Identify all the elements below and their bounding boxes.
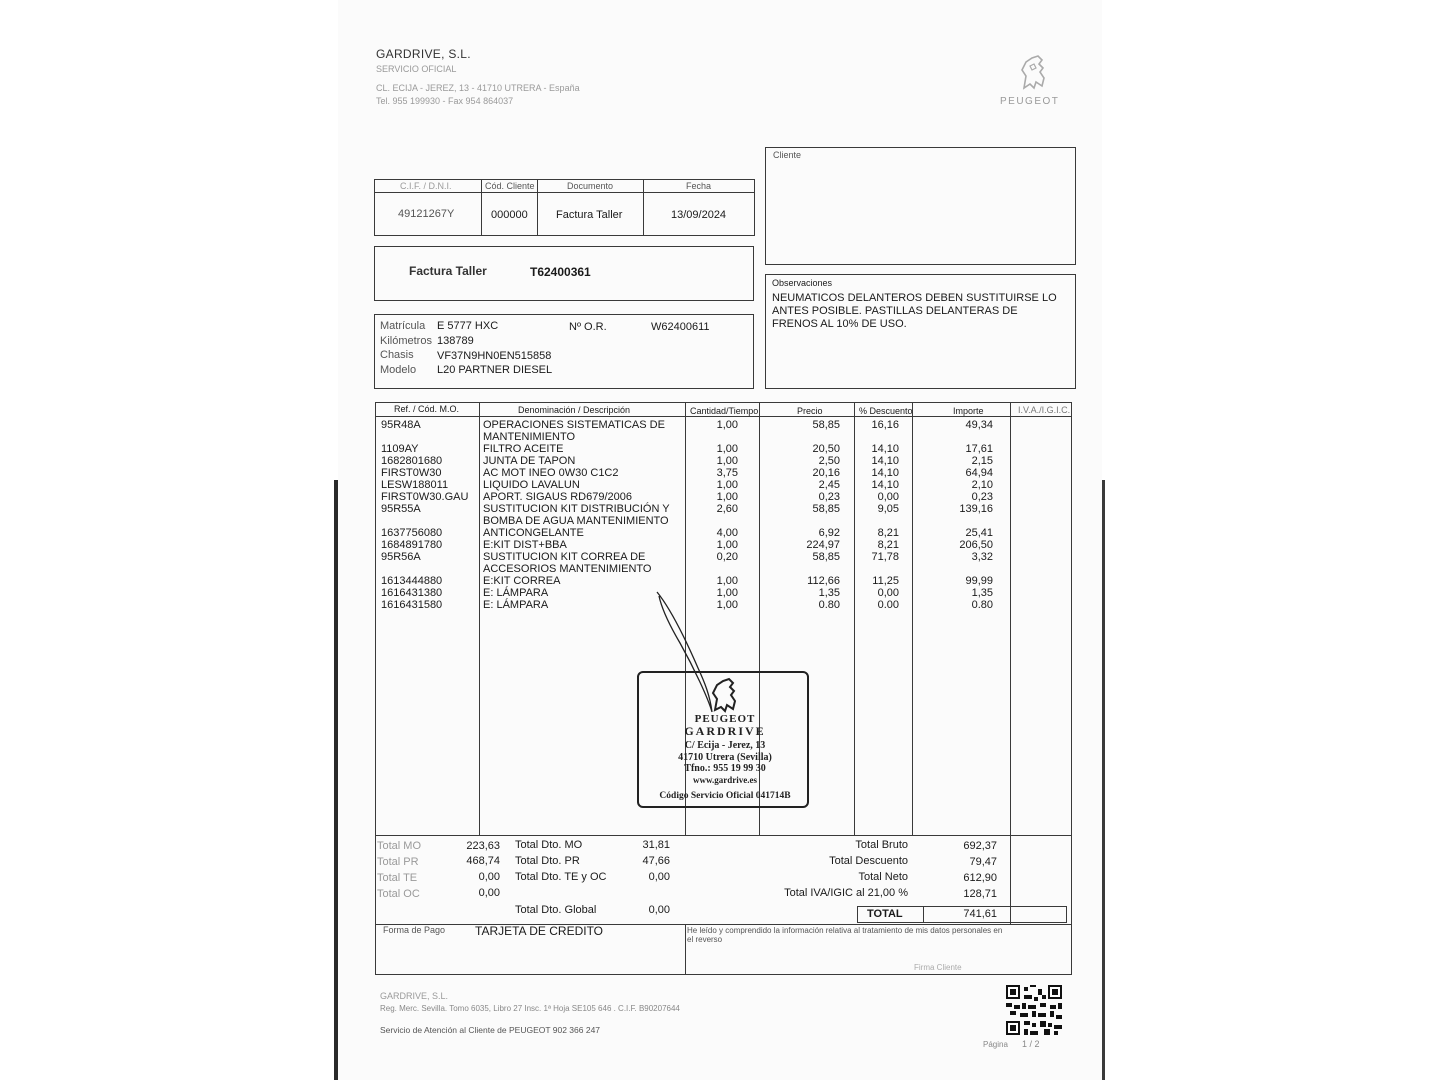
peugeot-logo-text: PEUGEOT	[1000, 96, 1060, 107]
client-label: Cliente	[773, 150, 802, 160]
total-dto-mo-label: Total Dto. MO	[515, 839, 583, 851]
company-address: CL. ECIJA - JEREZ, 13 - 41710 UTRERA - España	[376, 83, 580, 93]
model-label: Modelo	[380, 364, 417, 376]
row-ref: 1616431580	[381, 599, 443, 611]
invoice-number: T62400361	[530, 265, 591, 279]
row-desc: OPERACIONES SISTEMATICAS DE	[483, 419, 665, 431]
footer-registry: Reg. Merc. Sevilla. Tomo 6035, Libro 27 Insc. 1ª Hoja SE105 646 . C.I.F. B90207644	[380, 1004, 680, 1013]
cif-label: C.I.F. / D.N.I.	[400, 181, 452, 191]
row-qty: 0,20	[716, 551, 738, 563]
table-row	[376, 575, 1076, 587]
row-ref: FIRST0W30	[381, 467, 442, 479]
row-amount: 25,41	[965, 527, 993, 539]
row-amount: 0.80	[971, 599, 993, 611]
scan-edge-right	[1102, 480, 1105, 1080]
row-price: 0.80	[818, 599, 840, 611]
total-dto-global-label: Total Dto. Global	[515, 904, 597, 916]
row-desc: MANTENIMIENTO	[483, 431, 576, 443]
col-price-header: Precio	[797, 406, 823, 416]
footer-company-name: GARDRIVE, S.L.	[380, 991, 449, 1001]
payment-method-label: Forma de Pago	[383, 925, 446, 935]
row-amount: 0,23	[971, 491, 993, 503]
row-qty: 1,00	[716, 587, 738, 599]
row-price: 58,85	[812, 419, 840, 431]
row-discount: 11,25	[872, 575, 899, 587]
col-qty-header: Cantidad/Tiempo	[690, 406, 759, 416]
cod-cliente-label: Cód. Cliente	[485, 181, 535, 191]
row-qty: 1,00	[716, 443, 738, 455]
total-iva-label: Total IVA/IGIC al 21,00 %	[784, 887, 908, 899]
row-price: 58,85	[812, 551, 840, 563]
payment-method-value: TARJETA DE CREDITO	[475, 924, 604, 938]
total-neto-value: 612,90	[963, 872, 997, 884]
row-discount: 71,78	[871, 551, 899, 563]
table-row	[376, 491, 1076, 503]
stamp-phone: Tfno.: 955 19 99 30	[684, 763, 766, 774]
total-te-value: 0,00	[478, 871, 500, 883]
row-price: 6,92	[818, 527, 840, 539]
col-discount-header: % Descuento	[859, 406, 913, 416]
row-amount: 3,32	[971, 551, 993, 563]
row-ref: 1682801680	[381, 455, 443, 467]
row-discount: 0,00	[877, 491, 899, 503]
invoice-type-label: Factura Taller	[409, 264, 487, 278]
row-discount: 14,10	[871, 479, 899, 491]
total-pr-value: 468,74	[466, 855, 500, 867]
row-desc: APORT. SIGAUS RD679/2006	[483, 491, 632, 503]
row-desc: E:KIT DIST+BBA	[483, 539, 567, 551]
table-row	[376, 527, 1076, 539]
total-oc-label: Total OC	[377, 888, 420, 900]
row-price: 2,50	[818, 455, 840, 467]
stamp-website: www.gardrive.es	[693, 775, 757, 785]
row-price: 20,50	[812, 443, 840, 455]
row-qty: 1,00	[716, 575, 738, 587]
row-desc: SUSTITUCION KIT DISTRIBUCIÓN Y	[483, 503, 670, 515]
stamp-city: 41710 Utrera (Sevilla)	[678, 752, 772, 763]
km-value: 138789	[437, 335, 474, 347]
km-label: Kilómetros	[380, 335, 432, 347]
table-row	[376, 539, 1076, 551]
stamp-lion-icon	[709, 677, 739, 713]
client-signature-label: Firma Cliente	[914, 963, 962, 972]
row-price: 0,23	[818, 491, 840, 503]
grand-total-label: TOTAL	[867, 908, 903, 920]
row-desc: BOMBA DE AGUA MANTENIMIENTO	[483, 515, 669, 527]
total-dto-global-value: 0,00	[648, 904, 670, 916]
row-qty: 4,00	[716, 527, 738, 539]
total-pr-label: Total PR	[377, 856, 419, 868]
stamp-brand: PEUGEOT	[694, 713, 756, 725]
total-descuento-value: 79,47	[969, 856, 997, 868]
row-desc: LIQUIDO LAVALUN	[483, 479, 580, 491]
total-dto-mo-value: 31,81	[642, 839, 670, 851]
row-qty: 3,75	[716, 467, 738, 479]
stamp-name: GARDRIVE	[684, 724, 766, 738]
cif-value: 49121267Y	[398, 208, 455, 220]
row-price: 112,66	[807, 575, 840, 587]
model-value: L20 PARTNER DIESEL	[437, 364, 553, 376]
row-price: 20,16	[812, 467, 840, 479]
row-ref: 1613444880	[381, 575, 443, 587]
row-discount: 16,16	[871, 419, 899, 431]
total-dto-pr-value: 47,66	[642, 855, 670, 867]
row-ref: LESW188011	[381, 479, 449, 491]
row-ref: FIRST0W30.GAU	[381, 491, 469, 503]
row-price: 1,35	[818, 587, 840, 599]
row-amount: 206,50	[959, 539, 993, 551]
total-iva-value: 128,71	[963, 888, 997, 900]
table-row	[376, 443, 1076, 455]
table-row	[376, 479, 1076, 491]
table-row	[376, 431, 1076, 443]
company-subtitle: SERVICIO OFICIAL	[376, 64, 457, 74]
row-qty: 2,60	[716, 503, 738, 515]
company-phone: Tel. 955 199930 - Fax 954 864037	[376, 96, 514, 106]
table-row	[376, 455, 1076, 467]
row-ref: 95R48A	[381, 419, 421, 431]
row-discount: 8,21	[877, 527, 899, 539]
row-desc: ACCESORIOS MANTENIMIENTO	[483, 563, 652, 575]
total-dto-te-label: Total Dto. TE y OC	[515, 871, 607, 883]
observations-line-2: ANTES POSIBLE. PASTILLAS DELANTERAS DE	[772, 305, 1018, 317]
footer-customer-service: Servicio de Atención al Cliente de PEUGEOT 902 366 247	[380, 1025, 601, 1035]
row-discount: 9,05	[877, 503, 899, 515]
col-ref-header: Ref. / Cód. M.O.	[394, 404, 460, 414]
row-desc: SUSTITUCION KIT CORREA DE	[483, 551, 646, 563]
chassis-value: VF37N9HN0EN515858	[437, 350, 552, 362]
total-neto-label: Total Neto	[858, 871, 908, 883]
observations-line-3: FRENOS AL 10% DE USO.	[772, 318, 907, 330]
row-amount: 2,15	[971, 455, 993, 467]
row-amount: 64,94	[965, 467, 993, 479]
row-discount: 0.00	[877, 599, 899, 611]
row-desc: FILTRO ACEITE	[483, 443, 564, 455]
row-desc: AC MOT INEO 0W30 C1C2	[483, 467, 619, 479]
row-amount: 1,35	[971, 587, 993, 599]
row-discount: 14,10	[871, 467, 899, 479]
peugeot-lion-logo	[1012, 52, 1056, 94]
total-oc-value: 0,00	[478, 887, 500, 899]
table-row	[376, 563, 1076, 575]
row-ref: 1616431380	[381, 587, 443, 599]
col-amount-header: Importe	[953, 406, 984, 416]
or-value: W62400611	[651, 321, 710, 333]
row-amount: 99,99	[965, 575, 993, 587]
table-row	[376, 419, 1076, 431]
row-desc: E:KIT CORREA	[483, 575, 561, 587]
row-ref: 1637756080	[381, 527, 443, 539]
row-desc: E: LÁMPARA	[483, 599, 549, 611]
footer-page-label: Página	[983, 1040, 1008, 1049]
row-amount: 139,16	[959, 503, 993, 515]
client-box	[765, 147, 1076, 265]
row-price: 224,97	[806, 539, 840, 551]
row-desc: JUNTA DE TAPON	[483, 455, 576, 467]
row-discount: 14,10	[871, 443, 899, 455]
row-qty: 1,00	[716, 599, 738, 611]
qr-code-icon	[1006, 985, 1062, 1035]
total-dto-pr-label: Total Dto. PR	[515, 855, 580, 867]
total-mo-value: 223,63	[466, 840, 500, 852]
documento-label: Documento	[567, 181, 614, 191]
dealer-stamp	[637, 671, 809, 808]
table-row	[376, 551, 1076, 563]
row-ref: 1109AY	[381, 443, 419, 455]
total-dto-te-value: 0,00	[648, 871, 670, 883]
row-ref: 95R55A	[381, 503, 421, 515]
row-amount: 2,10	[971, 479, 993, 491]
grand-total-value: 741,61	[963, 908, 997, 920]
col-tax-header: I.V.A./I.G.I.C.	[1018, 405, 1071, 415]
total-te-label: Total TE	[377, 872, 418, 884]
row-price: 2,45	[818, 479, 840, 491]
row-qty: 1,00	[716, 479, 738, 491]
stamp-code: Código Servicio Oficial 041714B	[659, 791, 791, 801]
total-bruto-label: Total Bruto	[855, 839, 908, 851]
row-ref: 1684891780	[381, 539, 443, 551]
row-qty: 1,00	[716, 539, 738, 551]
row-amount: 17,61	[965, 443, 993, 455]
observations-line-1: NEUMATICOS DELANTEROS DEBEN SUSTITUIRSE LO	[772, 292, 1057, 304]
plate-label: Matrícula	[380, 320, 426, 332]
table-row	[376, 515, 1076, 527]
total-bruto-value: 692,37	[963, 840, 997, 852]
or-label: Nº O.R.	[569, 321, 607, 333]
row-desc: ANTICONGELANTE	[483, 527, 584, 539]
row-ref: 95R56A	[381, 551, 421, 563]
row-price: 58,85	[812, 503, 840, 515]
table-row	[376, 503, 1076, 515]
chassis-label: Chasis	[380, 349, 414, 361]
stamp-address: C/ Ecija - Jerez, 13	[684, 740, 766, 751]
observations-label: Observaciones	[772, 278, 833, 288]
privacy-notice-line-2: el reverso	[687, 935, 723, 944]
row-desc: E: LÁMPARA	[483, 587, 549, 599]
fecha-label: Fecha	[686, 181, 712, 191]
row-discount: 0,00	[877, 587, 899, 599]
plate-value: E 5777 HXC	[437, 320, 499, 332]
company-name: GARDRIVE, S.L.	[376, 47, 471, 61]
table-row	[376, 467, 1076, 479]
total-descuento-label: Total Descuento	[829, 855, 908, 867]
privacy-notice-line-1: He leído y comprendido la información relativa al tratamiento de mis datos personales en	[687, 926, 1003, 935]
footer-page-number: 1 / 2	[1022, 1039, 1040, 1049]
row-discount: 14,10	[871, 455, 899, 467]
row-qty: 1,00	[716, 419, 738, 431]
total-mo-label: Total MO	[377, 840, 422, 852]
col-desc-header: Denominación / Descripción	[518, 405, 631, 415]
row-amount: 49,34	[965, 419, 993, 431]
row-discount: 8,21	[877, 539, 899, 551]
fecha-value: 13/09/2024	[671, 209, 727, 221]
cod-cliente-value: 000000	[491, 209, 528, 221]
row-qty: 1,00	[716, 455, 738, 467]
row-qty: 1,00	[716, 491, 738, 503]
documento-value: Factura Taller	[556, 209, 623, 221]
